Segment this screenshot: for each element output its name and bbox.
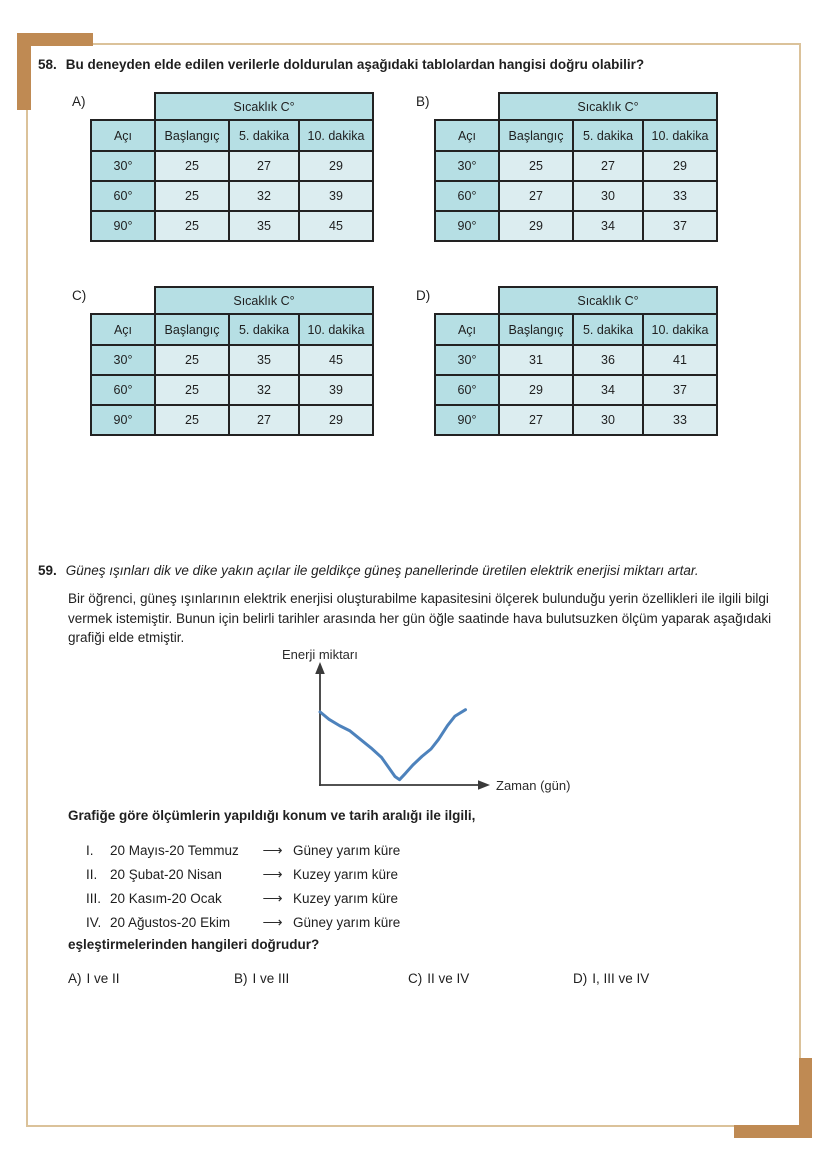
option-letter: B) xyxy=(234,971,248,986)
angle-cell: 60° xyxy=(435,181,499,211)
option-text: II ve IV xyxy=(427,971,470,986)
column-header-cell: 10. dakika xyxy=(299,120,373,151)
column-header-cell: 10. dakika xyxy=(643,120,717,151)
answer-option-a xyxy=(68,971,120,986)
option-letter: B) xyxy=(416,94,430,109)
table-row xyxy=(435,211,717,241)
option-letter: D) xyxy=(416,288,431,303)
energy-curve xyxy=(320,710,466,780)
option-text: I, III ve IV xyxy=(592,971,650,986)
column-header-cell: 10. dakika xyxy=(299,314,373,345)
value-cell: 32 xyxy=(229,181,299,211)
value-cell: 35 xyxy=(229,345,299,375)
value-cell: 34 xyxy=(573,211,643,241)
long-right-arrow-icon: ⟶ xyxy=(262,913,283,930)
table-row xyxy=(91,405,373,435)
graph-prompt-text: Grafiğe göre ölçümlerin yapıldığı konum ve tarih aralığı ile ilgili, xyxy=(68,808,476,823)
table-spacer xyxy=(435,287,499,314)
table-title-cell: Sıcaklık C° xyxy=(155,93,373,120)
value-cell: 36 xyxy=(573,345,643,375)
value-cell: 29 xyxy=(643,151,717,181)
value-cell: 25 xyxy=(499,151,573,181)
x-axis-label: Zaman (gün) xyxy=(496,778,571,793)
question-text: Bu deneyden elde edilen verilerle doldurulan aşağıdaki tablolardan hangisi doğru olabilir? xyxy=(65,57,645,72)
value-cell: 29 xyxy=(299,151,373,181)
value-cell: 27 xyxy=(229,151,299,181)
column-header-cell: 5. dakika xyxy=(229,120,299,151)
question-number: 58. xyxy=(38,57,57,72)
value-cell: 30 xyxy=(573,405,643,435)
table-spacer xyxy=(435,93,499,120)
answer-table-block-d xyxy=(416,286,718,436)
table-row xyxy=(91,181,373,211)
value-cell: 35 xyxy=(229,211,299,241)
energy-time-graph xyxy=(268,643,588,815)
column-header-cell: Açı xyxy=(435,120,499,151)
item-date-range: 20 Kasım-20 Ocak xyxy=(110,890,222,906)
table-spacer xyxy=(91,93,155,120)
question-59-header xyxy=(38,562,800,579)
matching-items-list xyxy=(86,838,586,934)
item-numeral: II. xyxy=(86,866,98,882)
value-cell: 33 xyxy=(643,405,717,435)
value-cell: 37 xyxy=(643,211,717,241)
value-cell: 31 xyxy=(499,345,573,375)
value-cell: 45 xyxy=(299,211,373,241)
value-cell: 25 xyxy=(155,151,229,181)
value-cell: 25 xyxy=(155,375,229,405)
answer-option-d xyxy=(573,971,649,986)
answer-table-b xyxy=(434,92,718,242)
table-row xyxy=(91,345,373,375)
column-header-cell: Başlangıç xyxy=(155,120,229,151)
angle-cell: 90° xyxy=(435,405,499,435)
value-cell: 39 xyxy=(299,375,373,405)
angle-cell: 30° xyxy=(435,345,499,375)
option-letter: A) xyxy=(72,94,86,109)
x-axis-arrowhead-icon xyxy=(478,780,490,790)
item-hemisphere: Kuzey yarım küre xyxy=(293,890,399,906)
column-header-cell: Açı xyxy=(91,120,155,151)
y-axis-arrowhead-icon xyxy=(315,662,325,674)
angle-cell: 90° xyxy=(91,405,155,435)
item-date-range: 20 Mayıs-20 Temmuz xyxy=(110,842,239,858)
question-59-paragraph: Bir öğrenci, güneş ışınlarının elektrik enerjisi oluşturabilme kapasitesini ölçerek bulunduğu yerin özellikleri ile ilgili bilgi vermek istemiştir. Bunun için belirli tarihler arasında her gün öğle saatinde hava bulutsuzken ölçüm yaparak aşağıdaki grafiği elde etmiştir. xyxy=(68,591,772,645)
angle-cell: 60° xyxy=(435,375,499,405)
long-right-arrow-icon: ⟶ xyxy=(262,841,283,858)
table-row xyxy=(435,405,717,435)
option-letter: C) xyxy=(408,971,423,986)
list-item xyxy=(86,910,586,934)
question-intro-italic: Güneş ışınları dik ve dike yakın açılar ile geldikçe güneş panellerinde üretilen elektrik enerjisi miktarı artar. xyxy=(65,563,699,578)
table-row xyxy=(91,211,373,241)
long-right-arrow-icon: ⟶ xyxy=(262,889,283,906)
answer-table-c xyxy=(90,286,374,436)
angle-cell: 30° xyxy=(91,345,155,375)
table-row xyxy=(435,375,717,405)
long-right-arrow-icon: ⟶ xyxy=(262,865,283,882)
table-row xyxy=(435,151,717,181)
angle-cell: 30° xyxy=(435,151,499,181)
answer-table-d xyxy=(434,286,718,436)
angle-cell: 90° xyxy=(435,211,499,241)
closing-question-text: eşleştirmelerinden hangileri doğrudur? xyxy=(68,937,320,952)
angle-cell: 90° xyxy=(91,211,155,241)
value-cell: 27 xyxy=(229,405,299,435)
value-cell: 29 xyxy=(499,375,573,405)
angle-cell: 30° xyxy=(91,151,155,181)
table-row xyxy=(435,181,717,211)
question-number: 59. xyxy=(38,563,57,578)
item-date-range: 20 Şubat-20 Nisan xyxy=(110,866,222,882)
column-header-cell: 5. dakika xyxy=(573,120,643,151)
value-cell: 25 xyxy=(155,181,229,211)
column-header-cell: 5. dakika xyxy=(573,314,643,345)
value-cell: 34 xyxy=(573,375,643,405)
answer-table-block-c xyxy=(72,286,374,436)
answer-table-block-b xyxy=(416,92,718,242)
value-cell: 27 xyxy=(499,181,573,211)
value-cell: 25 xyxy=(155,405,229,435)
column-header-cell: Başlangıç xyxy=(499,120,573,151)
table-row xyxy=(435,345,717,375)
value-cell: 30 xyxy=(573,181,643,211)
item-hemisphere: Güney yarım küre xyxy=(293,842,401,858)
column-header-cell: 5. dakika xyxy=(229,314,299,345)
value-cell: 29 xyxy=(499,211,573,241)
table-title-cell: Sıcaklık C° xyxy=(499,93,717,120)
answer-table-a xyxy=(90,92,374,242)
item-numeral: IV. xyxy=(86,914,102,930)
item-date-range: 20 Ağustos-20 Ekim xyxy=(110,914,231,930)
option-text: I ve II xyxy=(86,971,120,986)
table-row xyxy=(91,151,373,181)
value-cell: 41 xyxy=(643,345,717,375)
item-hemisphere: Güney yarım küre xyxy=(293,914,401,930)
column-header-cell: Başlangıç xyxy=(499,314,573,345)
option-letter: A) xyxy=(68,971,82,986)
value-cell: 33 xyxy=(643,181,717,211)
value-cell: 29 xyxy=(299,405,373,435)
corner-decoration-bottom-right xyxy=(734,1125,812,1138)
table-row xyxy=(91,375,373,405)
angle-cell: 60° xyxy=(91,375,155,405)
question-58-header xyxy=(38,56,798,73)
option-letter: D) xyxy=(573,971,588,986)
answer-table-block-a xyxy=(72,92,374,242)
list-item xyxy=(86,886,586,910)
value-cell: 27 xyxy=(499,405,573,435)
column-header-cell: 10. dakika xyxy=(643,314,717,345)
answer-options-row xyxy=(68,971,788,991)
column-header-cell: Başlangıç xyxy=(155,314,229,345)
list-item xyxy=(86,862,586,886)
y-axis-label: Enerji miktarı xyxy=(282,647,358,662)
item-hemisphere: Kuzey yarım küre xyxy=(293,866,399,882)
value-cell: 32 xyxy=(229,375,299,405)
answer-option-c xyxy=(408,971,469,986)
table-spacer xyxy=(91,287,155,314)
value-cell: 39 xyxy=(299,181,373,211)
table-title-cell: Sıcaklık C° xyxy=(499,287,717,314)
option-text: I ve III xyxy=(252,971,290,986)
value-cell: 37 xyxy=(643,375,717,405)
corner-decoration-top-left xyxy=(17,33,31,110)
table-title-cell: Sıcaklık C° xyxy=(155,287,373,314)
option-letter: C) xyxy=(72,288,87,303)
value-cell: 25 xyxy=(155,211,229,241)
item-numeral: III. xyxy=(86,890,102,906)
value-cell: 27 xyxy=(573,151,643,181)
angle-cell: 60° xyxy=(91,181,155,211)
value-cell: 25 xyxy=(155,345,229,375)
list-item xyxy=(86,838,586,862)
column-header-cell: Açı xyxy=(435,314,499,345)
value-cell: 45 xyxy=(299,345,373,375)
answer-option-b xyxy=(234,971,289,986)
item-numeral: I. xyxy=(86,842,94,858)
column-header-cell: Açı xyxy=(91,314,155,345)
